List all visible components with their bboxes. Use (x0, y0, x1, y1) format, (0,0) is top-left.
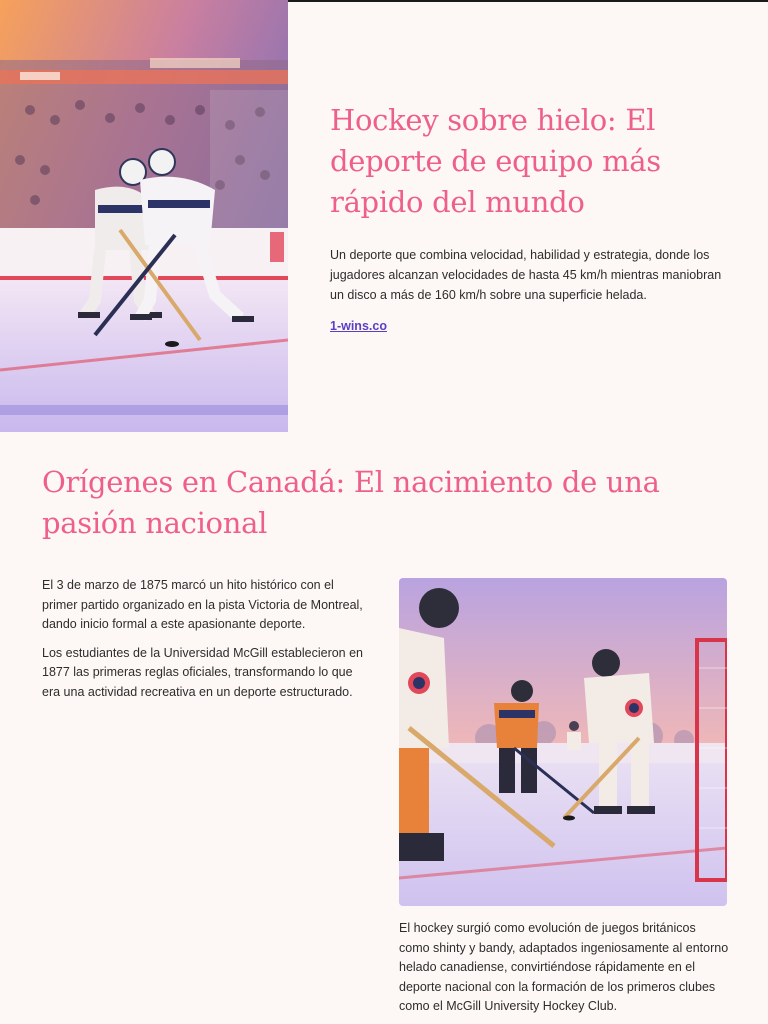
hockey-players-arena-illustration (0, 0, 288, 432)
origins-paragraph-1: El 3 de marzo de 1875 marcó un hito histórico con el primer partido organizado en la pista Victoria de Montreal, dando inicio formal a este apasionante deporte. (42, 578, 363, 631)
hero-image (0, 0, 288, 432)
hero-title: Hockey sobre hielo: El deporte de equipo más rápido del mundo (330, 103, 661, 219)
top-border (288, 0, 768, 2)
origins-caption-block (399, 919, 729, 1017)
hero-description: Un deporte que combina velocidad, habilidad y estrategia, donde los jugadores alcanzan velocidades de hasta 45 km/h mientras maniobran un disco a más de 160 km/h sobre una superficie helada. (330, 248, 722, 302)
origins-image (399, 578, 727, 906)
origins-title: Orígenes en Canadá: El nacimiento de una pasión nacional (42, 465, 660, 540)
site-link[interactable]: 1-wins.co (330, 319, 387, 333)
hero-content (330, 100, 730, 335)
origins-paragraph-2: Los estudiantes de la Universidad McGill establecieron en 1877 las primeras reglas oficiales, transformando lo que era una actividad recreativa en un deporte estructurado. (42, 645, 364, 699)
origins-caption: El hockey surgió como evolución de juegos británicos como shinty y bandy, adaptados ingeniosamente al entorno helado canadiense, convirtiéndose rápidamente en el deporte nacional con la formación de los primeros clubes como el McGill University Hockey Club. (399, 921, 729, 1013)
origins-text (42, 576, 372, 702)
outdoor-hockey-game-illustration (399, 578, 727, 906)
